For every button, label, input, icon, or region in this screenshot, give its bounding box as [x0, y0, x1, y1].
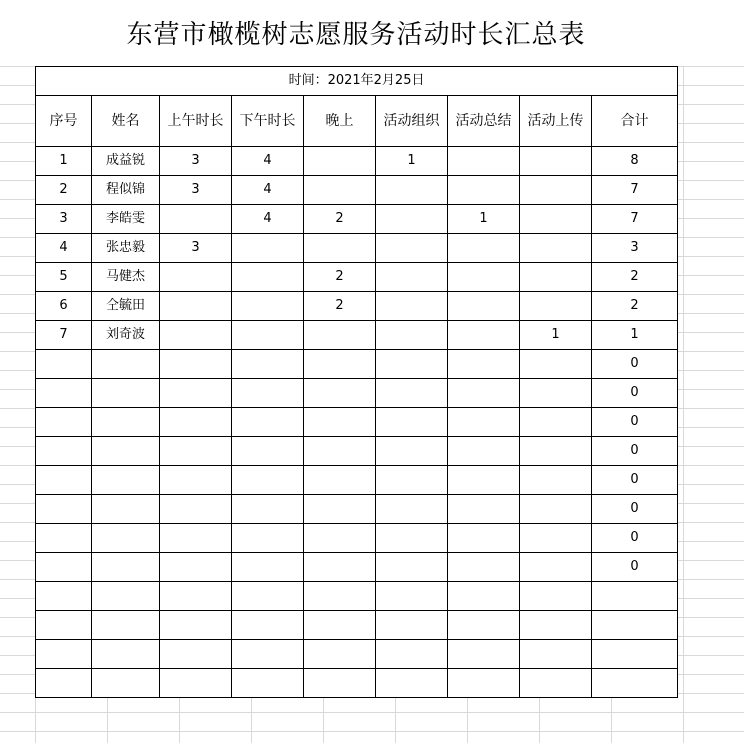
table-cell[interactable] — [520, 205, 592, 234]
table-cell[interactable]: 4 — [232, 176, 304, 205]
table-cell[interactable] — [36, 582, 92, 611]
table-cell[interactable] — [376, 611, 448, 640]
table-cell[interactable] — [448, 611, 520, 640]
table-cell[interactable] — [376, 582, 448, 611]
table-cell[interactable] — [232, 466, 304, 495]
table-cell[interactable]: 4 — [36, 234, 92, 263]
table-cell[interactable] — [448, 408, 520, 437]
table-cell[interactable] — [160, 582, 232, 611]
table-cell[interactable]: 7 — [592, 176, 678, 205]
table-cell[interactable] — [160, 408, 232, 437]
table-cell[interactable] — [520, 263, 592, 292]
table-cell[interactable] — [304, 176, 376, 205]
table-cell[interactable] — [92, 611, 160, 640]
table-cell[interactable] — [36, 408, 92, 437]
table-cell[interactable] — [520, 524, 592, 553]
table-row — [36, 437, 678, 466]
table-cell[interactable] — [304, 350, 376, 379]
table-cell[interactable]: 4 — [232, 147, 304, 176]
table-cell[interactable]: 3 — [36, 205, 92, 234]
table-cell[interactable] — [304, 582, 376, 611]
table-cell[interactable] — [304, 611, 376, 640]
table-cell[interactable] — [160, 553, 232, 582]
table-cell[interactable] — [448, 263, 520, 292]
table-cell[interactable] — [448, 176, 520, 205]
table-cell[interactable] — [448, 379, 520, 408]
title-row — [0, 0, 744, 66]
table-row — [36, 350, 678, 379]
table-cell[interactable] — [232, 292, 304, 321]
table-cell[interactable] — [520, 466, 592, 495]
table-row — [36, 147, 678, 176]
column-header[interactable]: 合计 — [592, 96, 678, 147]
table-cell[interactable] — [36, 669, 92, 698]
table-cell[interactable]: 7 — [592, 205, 678, 234]
table-cell[interactable] — [36, 466, 92, 495]
table-row — [36, 321, 678, 350]
table-cell[interactable] — [520, 379, 592, 408]
table-cell[interactable] — [376, 553, 448, 582]
table-cell[interactable] — [232, 611, 304, 640]
table-cell[interactable] — [376, 495, 448, 524]
table-cell[interactable] — [232, 524, 304, 553]
table-cell[interactable] — [92, 408, 160, 437]
date-cell[interactable]: 时间：2021年2月25日 — [36, 67, 678, 96]
table-cell[interactable] — [36, 611, 92, 640]
table-cell[interactable] — [376, 379, 448, 408]
table-cell[interactable] — [232, 582, 304, 611]
table-cell[interactable] — [376, 205, 448, 234]
table-row — [36, 205, 678, 234]
table-cell[interactable] — [520, 495, 592, 524]
table-cell[interactable]: 0 — [592, 466, 678, 495]
table-cell[interactable] — [304, 147, 376, 176]
table-cell[interactable] — [448, 524, 520, 553]
table-cell[interactable] — [376, 408, 448, 437]
table-cell[interactable] — [232, 437, 304, 466]
table-cell[interactable] — [304, 437, 376, 466]
table-cell[interactable] — [92, 350, 160, 379]
header-row — [36, 96, 678, 147]
table-cell[interactable] — [304, 553, 376, 582]
table-cell[interactable]: 4 — [232, 205, 304, 234]
table-cell[interactable]: 3 — [160, 176, 232, 205]
table-cell[interactable]: 张忠毅 — [92, 234, 160, 263]
table-cell[interactable]: 0 — [592, 524, 678, 553]
table-cell[interactable] — [376, 321, 448, 350]
table-cell[interactable] — [448, 437, 520, 466]
table-cell[interactable] — [448, 582, 520, 611]
table-cell[interactable] — [232, 234, 304, 263]
table-cell[interactable] — [304, 640, 376, 669]
table-cell[interactable]: 1 — [448, 205, 520, 234]
table-cell[interactable] — [92, 669, 160, 698]
table-cell[interactable] — [92, 640, 160, 669]
table-cell[interactable] — [160, 350, 232, 379]
table-cell[interactable] — [448, 669, 520, 698]
table-cell[interactable] — [520, 437, 592, 466]
table-cell[interactable] — [92, 495, 160, 524]
table-cell[interactable] — [36, 379, 92, 408]
table-cell[interactable] — [592, 582, 678, 611]
table-cell[interactable]: 2 — [592, 263, 678, 292]
table-cell[interactable] — [520, 640, 592, 669]
table-cell[interactable]: 7 — [36, 321, 92, 350]
table-cell[interactable] — [304, 408, 376, 437]
table-row — [36, 176, 678, 205]
table-cell[interactable] — [160, 466, 232, 495]
table-cell[interactable]: 0 — [592, 379, 678, 408]
table-cell[interactable] — [92, 582, 160, 611]
column-header[interactable]: 姓名 — [92, 96, 160, 147]
table-cell[interactable] — [160, 524, 232, 553]
table-row — [36, 408, 678, 437]
date-row — [36, 67, 678, 96]
table-cell[interactable]: 2 — [304, 263, 376, 292]
table-cell[interactable] — [520, 669, 592, 698]
table-cell[interactable] — [92, 437, 160, 466]
table-cell[interactable] — [232, 321, 304, 350]
table-cell[interactable] — [592, 640, 678, 669]
table-cell[interactable]: 5 — [36, 263, 92, 292]
table-cell[interactable]: 3 — [592, 234, 678, 263]
table-cell[interactable]: 成益锐 — [92, 147, 160, 176]
column-header[interactable]: 下午时长 — [232, 96, 304, 147]
table-cell[interactable] — [448, 466, 520, 495]
table-cell[interactable] — [520, 611, 592, 640]
table-cell[interactable] — [160, 640, 232, 669]
table-cell[interactable] — [448, 640, 520, 669]
table-row — [36, 263, 678, 292]
table-cell[interactable] — [232, 263, 304, 292]
table-cell[interactable] — [160, 292, 232, 321]
table-cell[interactable]: 6 — [36, 292, 92, 321]
table-cell[interactable] — [92, 379, 160, 408]
table-cell[interactable] — [520, 350, 592, 379]
table-cell[interactable]: 1 — [592, 321, 678, 350]
table-cell[interactable]: 3 — [160, 147, 232, 176]
table-cell[interactable] — [232, 408, 304, 437]
table-cell[interactable]: 0 — [592, 495, 678, 524]
table-row — [36, 379, 678, 408]
column-header[interactable]: 活动上传 — [520, 96, 592, 147]
table-cell[interactable] — [592, 611, 678, 640]
table-cell[interactable]: 0 — [592, 553, 678, 582]
table-cell[interactable] — [376, 263, 448, 292]
table-cell[interactable] — [448, 553, 520, 582]
table-row — [36, 466, 678, 495]
table-cell[interactable]: 0 — [592, 350, 678, 379]
table-cell[interactable] — [92, 553, 160, 582]
table-cell[interactable] — [36, 524, 92, 553]
table-cell[interactable] — [232, 379, 304, 408]
table-cell[interactable] — [304, 524, 376, 553]
table-cell[interactable] — [36, 350, 92, 379]
column-header[interactable]: 序号 — [36, 96, 92, 147]
table-row — [36, 495, 678, 524]
table-cell[interactable] — [376, 640, 448, 669]
table-cell[interactable]: 0 — [592, 408, 678, 437]
table-cell[interactable] — [36, 495, 92, 524]
table-cell[interactable] — [36, 437, 92, 466]
table-row — [36, 582, 678, 611]
table-cell[interactable]: 程似锦 — [92, 176, 160, 205]
table-cell[interactable] — [304, 495, 376, 524]
table-cell[interactable] — [376, 350, 448, 379]
table-cell[interactable]: 仝毓田 — [92, 292, 160, 321]
table-cell[interactable] — [376, 176, 448, 205]
table-row — [36, 611, 678, 640]
table-cell[interactable]: 0 — [592, 437, 678, 466]
table-row — [36, 553, 678, 582]
table-cell[interactable] — [448, 234, 520, 263]
table-cell[interactable]: 2 — [36, 176, 92, 205]
table-cell[interactable] — [520, 292, 592, 321]
table-cell[interactable] — [304, 669, 376, 698]
table-cell[interactable] — [376, 466, 448, 495]
table-cell[interactable] — [448, 292, 520, 321]
column-header[interactable]: 上午时长 — [160, 96, 232, 147]
table-row — [36, 234, 678, 263]
table-cell[interactable] — [520, 234, 592, 263]
table-cell[interactable] — [448, 321, 520, 350]
table-cell[interactable] — [160, 205, 232, 234]
table-cell[interactable] — [520, 176, 592, 205]
sheet-title[interactable]: 东营市橄榄树志愿服务活动时长汇总表 — [126, 20, 586, 50]
column-header[interactable]: 晚上 — [304, 96, 376, 147]
table-cell[interactable] — [160, 611, 232, 640]
table-cell[interactable] — [448, 350, 520, 379]
table-cell[interactable] — [376, 669, 448, 698]
table-cell[interactable] — [160, 263, 232, 292]
table-cell[interactable] — [520, 582, 592, 611]
table-cell[interactable] — [448, 495, 520, 524]
table-cell[interactable] — [304, 379, 376, 408]
table-cell[interactable]: 李皓雯 — [92, 205, 160, 234]
table-cell[interactable] — [304, 234, 376, 263]
column-header[interactable]: 活动总结 — [448, 96, 520, 147]
table-cell[interactable]: 8 — [592, 147, 678, 176]
table-row — [36, 524, 678, 553]
table-cell[interactable] — [376, 524, 448, 553]
table-cell[interactable] — [592, 669, 678, 698]
table-cell[interactable] — [304, 466, 376, 495]
table-cell[interactable] — [520, 553, 592, 582]
summary-table — [35, 66, 678, 698]
table-cell[interactable] — [520, 147, 592, 176]
table-cell[interactable] — [232, 350, 304, 379]
table-cell[interactable] — [160, 321, 232, 350]
table-cell[interactable] — [232, 669, 304, 698]
table-cell[interactable] — [160, 379, 232, 408]
table-cell[interactable] — [448, 147, 520, 176]
table-cell[interactable] — [92, 466, 160, 495]
table-cell[interactable] — [36, 640, 92, 669]
table-cell[interactable]: 3 — [160, 234, 232, 263]
table-cell[interactable]: 2 — [592, 292, 678, 321]
table-cell[interactable]: 刘奇波 — [92, 321, 160, 350]
table-cell[interactable] — [232, 495, 304, 524]
table-cell[interactable] — [92, 524, 160, 553]
table-row — [36, 292, 678, 321]
table-cell[interactable] — [304, 321, 376, 350]
table-cell[interactable] — [520, 408, 592, 437]
table-cell[interactable] — [36, 553, 92, 582]
table-cell[interactable] — [232, 640, 304, 669]
table-cell[interactable]: 2 — [304, 292, 376, 321]
table-cell[interactable] — [376, 437, 448, 466]
table-cell[interactable] — [160, 437, 232, 466]
table-cell[interactable]: 2 — [304, 205, 376, 234]
table-row — [36, 640, 678, 669]
table-cell[interactable] — [232, 553, 304, 582]
column-header[interactable]: 活动组织 — [376, 96, 448, 147]
table-cell[interactable]: 1 — [520, 321, 592, 350]
table-cell[interactable]: 1 — [36, 147, 92, 176]
table-cell[interactable]: 马健杰 — [92, 263, 160, 292]
table-cell[interactable] — [160, 669, 232, 698]
table-cell[interactable] — [376, 292, 448, 321]
table-cell[interactable] — [376, 234, 448, 263]
table-row — [36, 669, 678, 698]
table-cell[interactable] — [160, 495, 232, 524]
table-cell[interactable]: 1 — [376, 147, 448, 176]
